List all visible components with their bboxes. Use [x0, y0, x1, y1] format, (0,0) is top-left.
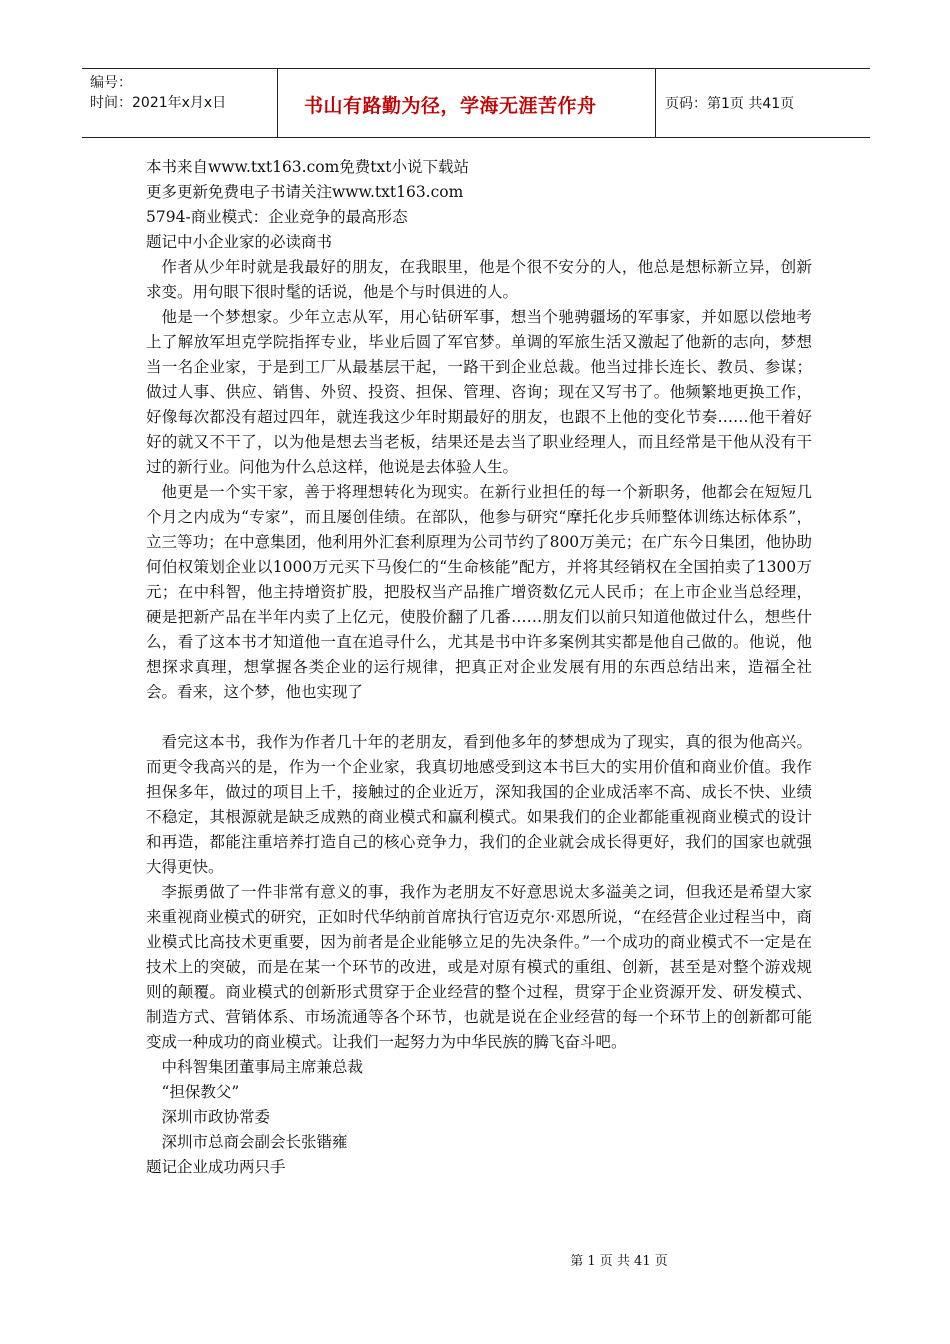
- header-meta: [90, 73, 280, 113]
- page-footer: 第 1 页 共 41 页: [570, 1254, 668, 1269]
- document-time-label: 时间：2021年x月x日: [90, 95, 227, 111]
- page-header: [82, 68, 870, 138]
- book-title: 5794-商业模式：企业竞争的最高形态: [146, 208, 408, 226]
- paragraph: 作者从少年时就是我最好的朋友，在我眼里，他是个很不安分的人，他总是想标新立异，创新求变。用句眼下很时髦的话说，他是个与时俱进的人。: [146, 258, 812, 301]
- section-heading: 题记中小企业家的必读商书: [146, 233, 333, 251]
- header-divider-right: [655, 69, 656, 137]
- signature-line: 中科智集团董事局主席兼总裁: [161, 1058, 364, 1076]
- header-page-info: 页码：第1页 共41页: [665, 96, 795, 112]
- signature-line: “担保教父”: [161, 1083, 240, 1101]
- blank-line: [146, 705, 812, 730]
- paragraph: 李振勇做了一件非常有意义的事，我作为老朋友不好意思说太多溢美之词，但我还是希望大家来重视商业模式的研究，正如时代华纳前首席执行官迈克尔·邓恩所说，“在经营企业过程当中，商业模式比高技术更重要，因为前者是企业能够立足的先决条件。”一个成功的商业模式不一定是在技术上的突破，而是在某一个环节的改进，或是对原有模式的重组、创新，甚至是对整个游戏规则的颠覆。商业模式的创新形式贯穿于企业经营的整个过程，贯穿于企业资源开发、研发模式、制造方式、营销体系、市场流通等各个环节，也就是说在企业经营的每一个环节上的创新都可能变成一种成功的商业模式。让我们一起努力为中华民族的腾飞奋斗吧。: [146, 883, 812, 1051]
- paragraph: 他是一个梦想家。少年立志从军，用心钻研军事，想当个驰骋疆场的军事家，并如愿以偿地考上了解放军坦克学院指挥专业，毕业后圆了军官梦。单调的军旅生活又激起了他新的志向，梦想当一名企业家，于是到工厂从最基层干起，一路干到企业总裁。他当过排长连长、教员、参谋；做过人事、供应、销售、外贸、投资、担保、管理、咨询；现在又写书了。他频繁地更换工作，好像每次都没有超过四年，就连我这少年时期最好的朋友，也跟不上他的变化节奏……他干着好好的就又不干了，以为他是想去当老板，结果还是去当了职业经理人，而且经常是干他从没有干过的新行业。问他为什么总这样，他说是去体验人生。: [146, 308, 812, 476]
- paragraph: 他更是一个实干家，善于将理想转化为现实。在新行业担任的每一个新职务，他都会在短短几个月之内成为“专家”，而且屡创佳绩。在部队，他参与研究“摩托化步兵师整体训练达标体系”，立三等功；在中意集团，他利用外汇套利原理为公司节约了800万美元；在广东今日集团，他协助何伯权策划企业以1000万元买下马俊仁的“生命核能”配方，并将其经销权在全国拍卖了1300万元；在中科智，他主持增资扩股，把股权当产品推广增资数亿元人民币；在上市企业当总经理，硬是把新产品在半年内卖了上亿元，使股价翻了几番……朋友们以前只知道他做过什么，想些什么，看了这本书才知道他一直在追寻什么，尤其是书中许多案例其实都是他自己做的。他说，他想探求真理，想掌握各类企业的运行规律，把真正对企业发展有用的东西总结出来，造福全社会。看来，这个梦，他也实现了: [146, 483, 812, 701]
- signature-line: 深圳市总商会副会长张锴雍: [161, 1133, 348, 1151]
- section-heading: 题记企业成功两只手: [146, 1158, 286, 1176]
- signature-line: 深圳市政协常委: [161, 1108, 271, 1126]
- paragraph: 看完这本书，我作为作者几十年的老朋友，看到他多年的梦想成为了现实，真的很为他高兴。而更令我高兴的是，作为一个企业家，我真切地感受到这本书巨大的实用价值和商业价值。我作担保多年，做过的项目上千，接触过的企业近万，深知我国的企业成活率不高、成长不快、业绩不稳定，其根源就是缺乏成熟的商业模式和赢利模式。如果我们的企业都能重视商业模式的设计和再造，都能注重培养打造自己的核心竞争力，我们的企业就会成长得更好，我们的国家也就强大得更快。: [146, 733, 812, 876]
- header-divider-left: [277, 69, 278, 137]
- source-line: 本书来自www.txt163.com免费txt小说下载站: [146, 158, 470, 176]
- header-motto: 书山有路勤为径，学海无涯苦作舟: [304, 95, 597, 117]
- update-line: 更多更新免费电子书请关注www.txt163.com: [146, 183, 464, 201]
- document-number-label: 编号：: [90, 75, 132, 91]
- document-body: [146, 155, 812, 1180]
